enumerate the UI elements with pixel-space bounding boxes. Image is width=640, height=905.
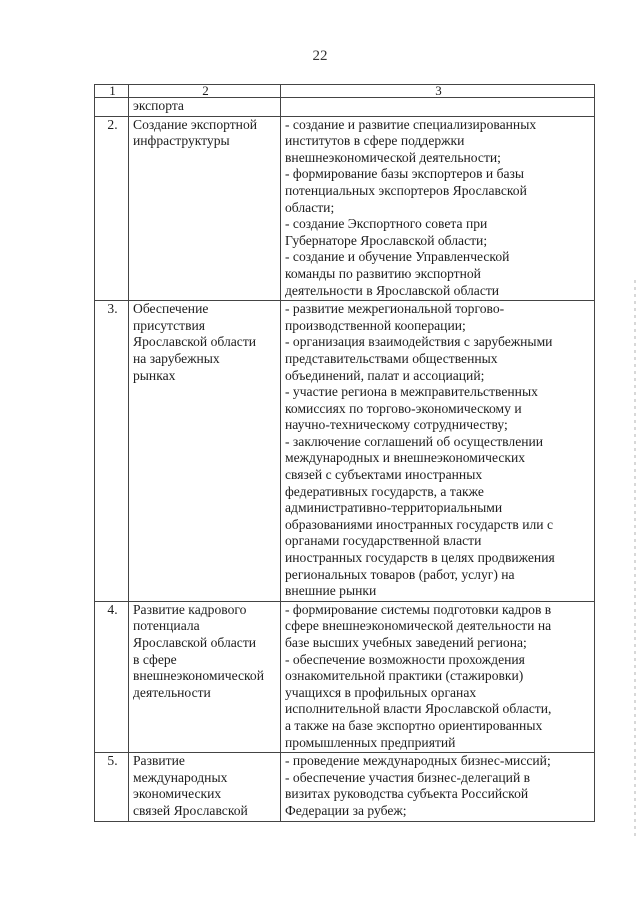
row-content-line: - проведение международных бизнес-миссий; [285, 753, 551, 769]
row-content-line: представительствами общественных [285, 350, 498, 366]
row-content-line: производственной кооперации; [285, 317, 466, 333]
row-title-line: связей Ярославской [133, 802, 248, 818]
measures-table [94, 84, 595, 822]
row-content-line: - развитие межрегиональной торгово- [285, 301, 505, 317]
row-content-line: - формирование системы подготовки кадров в [285, 601, 552, 617]
row-content-line: - организация взаимодействия с зарубежными [285, 334, 553, 350]
row-title-cell [129, 301, 281, 602]
row-content-line: Губернаторе Ярославской области; [285, 232, 488, 248]
row-title-line: Обеспечение [133, 301, 209, 317]
row-content-line: деятельности в Ярославской области [285, 282, 500, 298]
row-content-line: а также на базе экспортно ориентированных [285, 717, 543, 733]
row-content-line: - заключение соглашений об осуществлении [285, 433, 544, 449]
row-content-line: Федерации за рубеж; [285, 802, 407, 818]
row-content-cell [281, 301, 595, 602]
row-content-line: - создание и развитие специализированных [285, 116, 537, 132]
row-title-line: Развитие кадрового [133, 601, 247, 617]
row-content-line: - создание Экспортного совета при [285, 216, 488, 232]
row-content-line: области; [285, 199, 335, 215]
header-col-3: 3 [281, 85, 595, 98]
row-number: 5. [95, 753, 129, 821]
row-content-line: административно-территориальными [285, 500, 503, 516]
table-row [95, 116, 595, 301]
row-title-line: Создание экспортной [133, 116, 258, 132]
row-content-line: иностранных государств в целях продвижения [285, 550, 555, 566]
table-row [95, 601, 595, 752]
table-row-continuation [95, 98, 595, 117]
row-content-line: органами государственной власти [285, 533, 482, 549]
row-content-line: региональных товаров (работ, услуг) на [285, 566, 515, 582]
row-content-cell [281, 601, 595, 752]
row-content-line: внешнеэкономической деятельности; [285, 149, 501, 165]
row-title-line: на зарубежных [133, 350, 220, 366]
row-content-line: визитах руководства субъекта Российской [285, 786, 529, 802]
scan-edge-artifact [634, 280, 636, 840]
row-title-cell [129, 601, 281, 752]
row-title-line: внешнеэкономической [133, 668, 264, 684]
row-content-line: команды по развитию экспортной [285, 265, 481, 281]
row-title-line: деятельности [133, 684, 211, 700]
row-content-cell [281, 116, 595, 301]
table-header-row [95, 85, 595, 98]
table-rows [95, 116, 595, 821]
row-content-line: международных и внешнеэкономических [285, 450, 526, 466]
row-content-cell [281, 753, 595, 821]
row-content-line: внешние рынки [285, 583, 377, 599]
row-title-line: рынках [133, 367, 176, 383]
row-title-line: в сфере [133, 651, 177, 667]
row-content-line: - создание и обучение Управленческой [285, 249, 510, 265]
row-content-line: - обеспечение участия бизнес-делегаций в [285, 769, 531, 785]
row-content-line: ознакомительной практики (стажировки) [285, 668, 524, 684]
row-number: 4. [95, 601, 129, 752]
row-content-line: потенциальных экспортеров Ярославской [285, 182, 527, 198]
row-content-line: комиссиях по торгово-экономическому и [285, 400, 522, 416]
row-title-line: потенциала [133, 618, 200, 634]
row-content-line: объединений, палат и ассоциаций; [285, 367, 485, 383]
row-content-line: институтов в сфере поддержки [285, 133, 465, 149]
continuation-num-cell [95, 98, 129, 117]
row-title-line: инфраструктуры [133, 133, 230, 149]
row-content-line: научно-техническому сотрудничеству; [285, 417, 508, 433]
row-title-line: Ярославской области [133, 635, 257, 650]
table-row [95, 753, 595, 821]
row-title-cell [129, 116, 281, 301]
row-number: 2. [95, 116, 129, 301]
row-content-line: промышленных предприятий [285, 734, 456, 750]
row-content-line: связей с субъектами иностранных [285, 467, 483, 483]
page-number: 22 [312, 48, 328, 64]
row-content-line: федеративных государств, а также [285, 483, 484, 499]
row-content-line: - участие региона в межправительственных [285, 384, 538, 400]
continuation-content-cell [281, 98, 595, 117]
row-title-cell [129, 753, 281, 821]
row-title-line: Ярославской области [133, 334, 257, 350]
continuation-title-cell: экспорта [129, 98, 281, 117]
header-col-2: 2 [129, 85, 281, 98]
row-title-line: присутствия [133, 317, 206, 333]
row-title-line: Развитие [133, 753, 185, 769]
row-title-line: международных [133, 769, 228, 785]
table-row [95, 301, 595, 602]
row-content-line: образованиями иностранных государств или с [285, 516, 553, 532]
header-col-1: 1 [95, 85, 129, 98]
row-content-line: исполнительной власти Ярославской области, [285, 701, 552, 717]
row-content-line: базе высших учебных заведений региона; [285, 635, 527, 650]
row-content-line: - обеспечение возможности прохождения [285, 651, 525, 667]
row-number: 3. [95, 301, 129, 602]
row-content-line: - формирование базы экспортеров и базы [285, 166, 525, 182]
row-title-line: экономических [133, 786, 222, 802]
row-content-line: сфере внешнеэкономической деятельности на [285, 618, 552, 634]
row-content-line: учащихся в профильных органах [285, 684, 477, 700]
